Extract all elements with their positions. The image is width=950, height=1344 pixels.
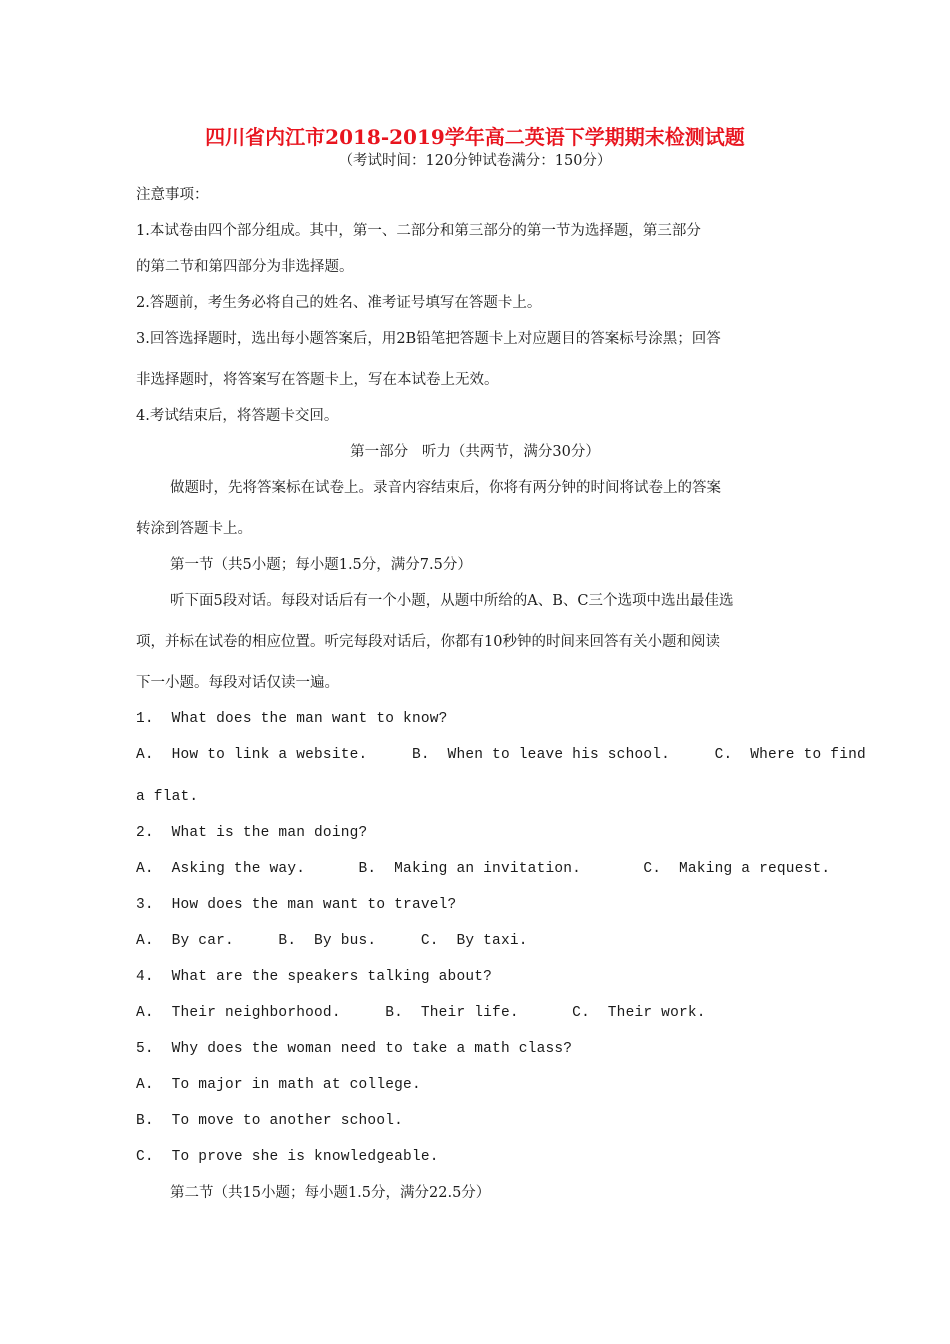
question-2: 2. What is the man doing?	[136, 825, 368, 841]
part1-intro: 做题时，先将答案标在试卷上。录音内容结束后，你将有两分钟的时间将试卷上的答案	[170, 480, 721, 496]
section1-instructions-cont: 下一小题。每段对话仅读一遍。	[136, 675, 339, 691]
part1-heading: 第一部分 听力（共两节，满分30分）	[350, 444, 600, 460]
section1-heading: 第一节（共5小题；每小题1.5分，满分7.5分）	[170, 557, 472, 573]
page-title: 四川省内江市2018-2019学年高二英语下学期期末检测试题	[205, 125, 745, 149]
question-1: 1. What does the man want to know?	[136, 711, 448, 727]
question-1-options-cont: a flat.	[136, 789, 199, 805]
question-2-options: A. Asking the way. B. Making an invitation. C. Making a request.	[136, 861, 831, 877]
question-5-option-b: B. To move to another school.	[136, 1113, 404, 1129]
notice-item-1: 1.本试卷由四个部分组成。其中，第一、二部分和第三部分的第一节为选择题，第三部分	[136, 223, 701, 239]
question-5-option-c: C. To prove she is knowledgeable.	[136, 1149, 439, 1165]
exam-info: （考试时间：120分钟试卷满分：150分）	[338, 153, 612, 169]
question-3: 3. How does the man want to travel?	[136, 897, 457, 913]
question-5-option-a: A. To major in math at college.	[136, 1077, 421, 1093]
section2-heading: 第二节（共15小题；每小题1.5分，满分22.5分）	[170, 1185, 491, 1201]
part1-intro-cont: 转涂到答题卡上。	[136, 521, 252, 537]
notice-item-3-cont: 非选择题时，将答案写在答题卡上，写在本试卷上无效。	[136, 372, 499, 388]
question-4: 4. What are the speakers talking about?	[136, 969, 493, 985]
section1-instructions: 听下面5段对话。每段对话后有一个小题，从题中所给的A、B、C三个选项中选出最佳选	[170, 593, 734, 609]
notice-item-4: 4.考试结束后，将答题卡交回。	[136, 408, 339, 424]
notice-item-3: 3.回答选择题时，选出每小题答案后，用2B铅笔把答题卡上对应题目的答案标号涂黑；回答	[136, 331, 721, 347]
question-3-options: A. By car. B. By bus. C. By taxi.	[136, 933, 528, 949]
notice-item-1-cont: 的第二节和第四部分为非选择题。	[136, 259, 354, 275]
notice-heading: 注意事项：	[136, 187, 209, 203]
notice-item-2: 2.答题前，考生务必将自己的姓名、准考证号填写在答题卡上。	[136, 295, 542, 311]
question-1-options: A. How to link a website. B. When to leave his school. C. Where to find	[136, 747, 866, 763]
question-4-options: A. Their neighborhood. B. Their life. C. Their work.	[136, 1005, 706, 1021]
question-5: 5. Why does the woman need to take a math class?	[136, 1041, 573, 1057]
section1-instructions-cont: 项，并标在试卷的相应位置。听完每段对话后，你都有10秒钟的时间来回答有关小题和阅读	[136, 634, 720, 650]
